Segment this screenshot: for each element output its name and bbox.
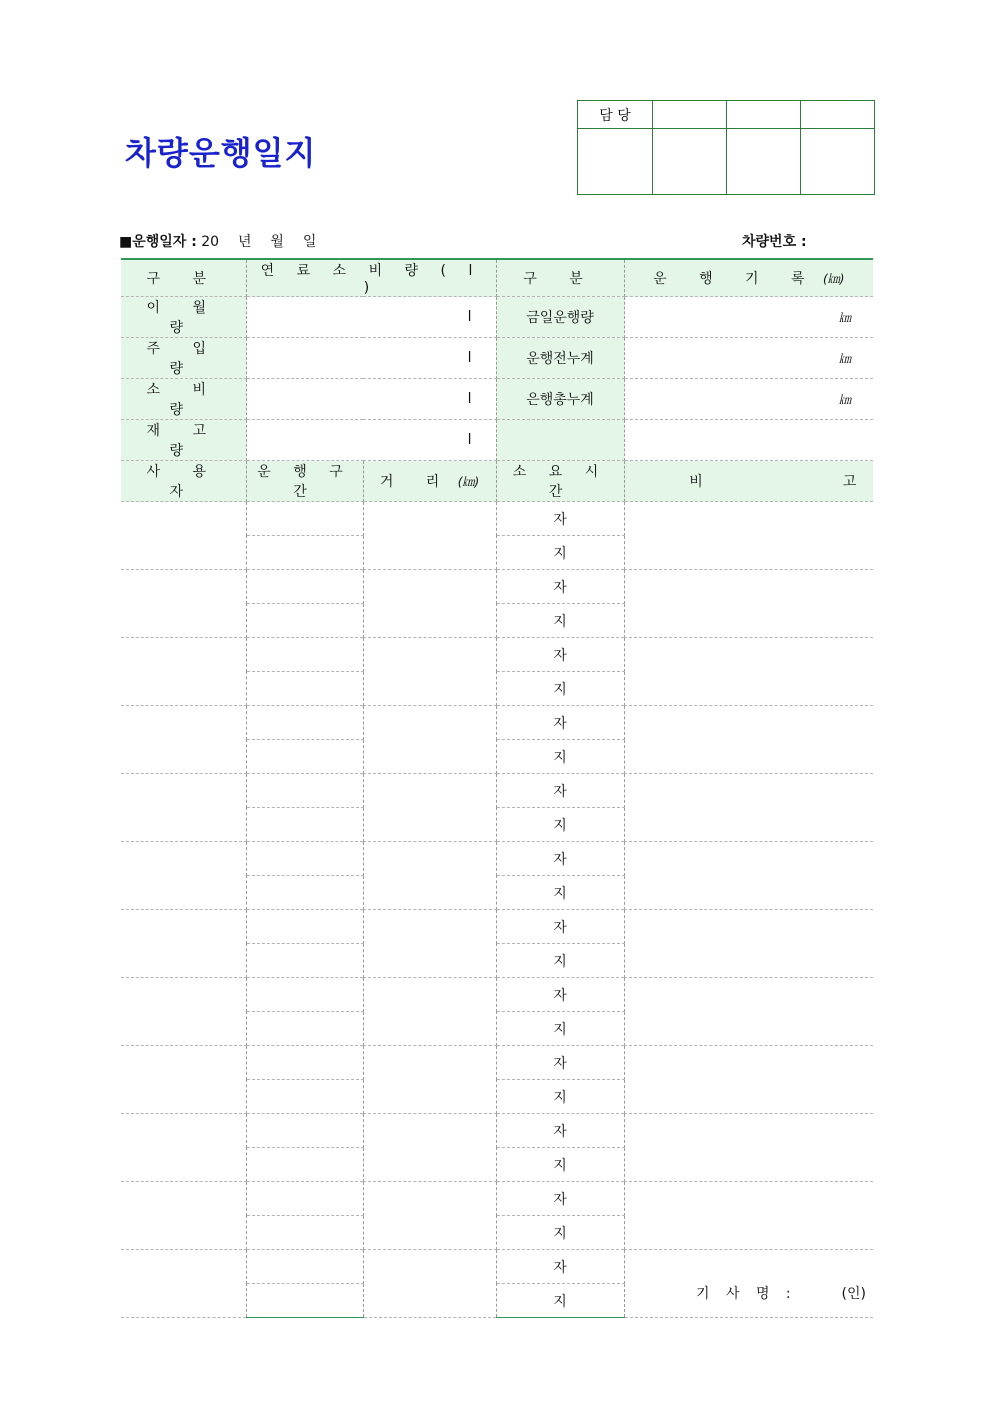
log-remarks-field[interactable] (624, 1046, 873, 1114)
log-time-to-label: 지 (496, 1080, 624, 1114)
drive-value-field[interactable]: ㎞ (624, 297, 873, 338)
log-remarks-field[interactable] (624, 502, 873, 570)
fuel-value-field[interactable]: l (246, 379, 496, 420)
log-section-from-field[interactable] (246, 502, 363, 536)
log-section-from-field[interactable] (246, 842, 363, 876)
log-user-field[interactable] (121, 1250, 246, 1318)
log-remarks-field[interactable] (624, 774, 873, 842)
log-section-to-field[interactable] (246, 808, 363, 842)
log-entry-row (121, 978, 873, 1012)
drive-row-empty-label (496, 420, 624, 461)
date-day-label: 일 (302, 234, 317, 250)
log-distance-field[interactable] (363, 502, 496, 570)
operation-date-line (119, 231, 316, 251)
log-time-from-label: 자 (496, 502, 624, 536)
log-time-to-label: 지 (496, 944, 624, 978)
fuel-consumption-header: 연 료 소 비 량 ( l ) (246, 259, 496, 297)
log-time-to-label: 지 (496, 740, 624, 774)
log-section-from-field[interactable] (246, 1182, 363, 1216)
log-user-field[interactable] (121, 842, 246, 910)
fuel-row-injected (121, 338, 873, 379)
log-remarks-field[interactable] (624, 706, 873, 774)
date-year-prefix[interactable]: 20 (201, 234, 220, 250)
fuel-row-label: 소 비 량 (121, 379, 246, 420)
log-time-to-label: 지 (496, 536, 624, 570)
log-user-field[interactable] (121, 706, 246, 774)
log-time-from-label: 자 (496, 842, 624, 876)
log-distance-field[interactable] (363, 910, 496, 978)
approval-box (577, 100, 875, 195)
log-section-to-field[interactable] (246, 944, 363, 978)
drive-row-label: 금일운행량 (496, 297, 624, 338)
log-section-from-field[interactable] (246, 706, 363, 740)
log-remarks-field[interactable] (624, 570, 873, 638)
fuel-row-consumed (121, 379, 873, 420)
log-section-to-field[interactable] (246, 536, 363, 570)
date-year-label: 년 (237, 234, 252, 250)
log-section-from-field[interactable] (246, 1114, 363, 1148)
log-time-from-label: 자 (496, 910, 624, 944)
log-distance-field[interactable] (363, 570, 496, 638)
approval-sign-slot-2[interactable] (727, 101, 801, 129)
vehicle-log-table (121, 258, 873, 1318)
drive-row-label: 은행총누계 (496, 379, 624, 420)
log-time-from-label: 자 (496, 978, 624, 1012)
log-remarks-field[interactable] (624, 1182, 873, 1250)
log-distance-field[interactable] (363, 638, 496, 706)
log-section-to-field[interactable] (246, 1216, 363, 1250)
log-remarks-field[interactable] (624, 842, 873, 910)
log-time-to-label: 지 (496, 876, 624, 910)
fuel-row-label: 주 입 량 (121, 338, 246, 379)
log-remarks-field[interactable] (624, 1114, 873, 1182)
log-time-from-label: 자 (496, 1250, 624, 1284)
log-section-to-field[interactable] (246, 1012, 363, 1046)
fuel-value-field[interactable]: l (246, 338, 496, 379)
log-distance-field[interactable] (363, 1250, 496, 1318)
log-entry-row (121, 1114, 873, 1148)
log-entry-row (121, 774, 873, 808)
log-distance-field[interactable] (363, 1046, 496, 1114)
drive-value-empty[interactable] (624, 420, 873, 461)
log-section-to-field[interactable] (246, 876, 363, 910)
log-entry-row (121, 1046, 873, 1080)
summary-header-row (121, 259, 873, 297)
log-user-field[interactable] (121, 570, 246, 638)
log-time-from-label: 자 (496, 1182, 624, 1216)
log-time-from-label: 자 (496, 1046, 624, 1080)
drive-row-label: 운행전누계 (496, 338, 624, 379)
log-user-header: 사 용 자 (121, 461, 246, 502)
drive-record-header: 운 행 기 록 (㎞) (624, 259, 873, 297)
log-section-to-field[interactable] (246, 1080, 363, 1114)
log-user-field[interactable] (121, 638, 246, 706)
log-user-field[interactable] (121, 1114, 246, 1182)
log-header-row (121, 461, 873, 502)
log-entry-row (121, 570, 873, 604)
log-time-from-label: 자 (496, 638, 624, 672)
log-section-from-field[interactable] (246, 910, 363, 944)
log-distance-field[interactable] (363, 978, 496, 1046)
log-entry-row (121, 1182, 873, 1216)
log-user-field[interactable] (121, 910, 246, 978)
log-user-field[interactable] (121, 502, 246, 570)
log-user-field[interactable] (121, 1182, 246, 1250)
log-remarks-header: 비 고 (624, 461, 873, 502)
log-time-to-label: 지 (496, 1284, 624, 1318)
log-section-from-field[interactable] (246, 570, 363, 604)
log-time-to-label: 지 (496, 604, 624, 638)
fuel-value-field[interactable]: l (246, 297, 496, 338)
log-user-field[interactable] (121, 774, 246, 842)
date-month-label: 월 (270, 234, 284, 250)
log-section-from-field[interactable] (246, 638, 363, 672)
log-time-from-label: 자 (496, 774, 624, 808)
log-distance-field[interactable] (363, 1182, 496, 1250)
log-section-from-field[interactable] (246, 774, 363, 808)
log-user-field[interactable] (121, 1046, 246, 1114)
log-remarks-field[interactable] (624, 910, 873, 978)
log-section-to-field[interactable] (246, 740, 363, 774)
log-entry-row (121, 1250, 873, 1284)
approval-stamp-slot-3[interactable] (801, 129, 875, 195)
log-entry-row (121, 910, 873, 944)
approval-stamp-slot-2[interactable] (727, 129, 801, 195)
approval-label: 담 당 (578, 101, 653, 129)
approval-sign-slot-3[interactable] (801, 101, 875, 129)
log-distance-header: 거 리 (㎞) (363, 461, 496, 502)
approval-stamp-slot-0[interactable] (578, 129, 653, 195)
log-distance-field[interactable] (363, 842, 496, 910)
seal-mark: (인) (841, 1286, 866, 1302)
log-section-to-field[interactable] (246, 672, 363, 706)
log-remarks-field[interactable] (624, 978, 873, 1046)
log-entry-row (121, 502, 873, 536)
log-time-to-label: 지 (496, 672, 624, 706)
log-time-to-label: 지 (496, 1012, 624, 1046)
log-time-to-label: 지 (496, 808, 624, 842)
log-section-to-field[interactable] (246, 1148, 363, 1182)
log-entry-row (121, 638, 873, 672)
log-time-from-label: 자 (496, 1114, 624, 1148)
log-distance-field[interactable] (363, 774, 496, 842)
log-distance-field[interactable] (363, 706, 496, 774)
log-entry-row (121, 706, 873, 740)
log-user-field[interactable] (121, 978, 246, 1046)
approval-sign-slot-1[interactable] (653, 101, 727, 129)
log-entry-row (121, 842, 873, 876)
page-title: 차량운행일지 (125, 134, 317, 172)
log-time-to-label: 지 (496, 1148, 624, 1182)
driver-name-label: 기 사 명 : (696, 1286, 797, 1302)
log-time-to-label: 지 (496, 1216, 624, 1250)
log-distance-field[interactable] (363, 1114, 496, 1182)
vehicle-number-label: 차량번호 : (742, 234, 807, 250)
log-section-to-field[interactable] (246, 604, 363, 638)
log-section-from-field[interactable] (246, 1046, 363, 1080)
log-section-from-field[interactable] (246, 1250, 363, 1284)
log-time-from-label: 자 (496, 706, 624, 740)
fuel-row-stock (121, 420, 873, 461)
fuel-category-header: 구 분 (121, 259, 246, 297)
approval-stamp-slot-1[interactable] (653, 129, 727, 195)
operation-date-label: ■운행일자 : (119, 234, 197, 250)
log-section-header: 운 행 구 간 (246, 461, 363, 502)
drive-category-header: 구 분 (496, 259, 624, 297)
fuel-value-field[interactable]: l (246, 420, 496, 461)
log-section-from-field[interactable] (246, 978, 363, 1012)
drive-value-field[interactable]: ㎞ (624, 338, 873, 379)
driver-signature (696, 1283, 866, 1303)
fuel-row-label: 이 월 량 (121, 297, 246, 338)
log-time-from-label: 자 (496, 570, 624, 604)
log-remarks-field[interactable] (624, 638, 873, 706)
drive-value-field[interactable]: ㎞ (624, 379, 873, 420)
log-section-to-field[interactable] (246, 1284, 363, 1318)
fuel-row-carryover (121, 297, 873, 338)
fuel-row-label: 재 고 량 (121, 420, 246, 461)
log-time-header: 소 요 시 간 (496, 461, 624, 502)
